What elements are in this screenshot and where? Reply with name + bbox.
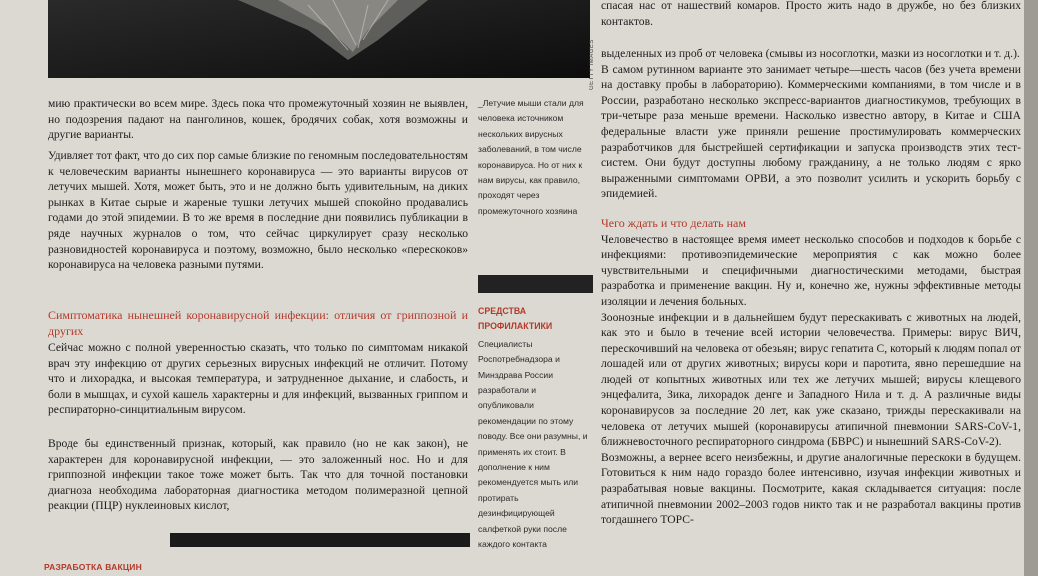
- paragraph: Возможны, а вернее всего неизбежны, и другие аналогичные перескоки в будущем. Готовиться к ним надо гораздо более интенсивно, изучая инфекции животных и разрабатывая новые вакцины. Посмотрите, какая складывается ситуация: после атипичной пневмонии 2002–2003 годов никто так и не разработал вакцины против тогдашнего ТОРС-: [601, 450, 1021, 527]
- sidebar-title: СРЕДСТВА ПРОФИЛАКТИКИ: [478, 306, 553, 332]
- pull-quote: [478, 96, 593, 219]
- pull-quote-text: _Летучие мыши стали для человека источником нескольких вирусных заболеваний, в том числе коронавируса. Но от них к нам вирусы, как правило, проходят через промежуточного хозяина: [478, 98, 584, 216]
- subsection-label: РАЗРАБОТКА ВАКЦИН: [44, 562, 142, 572]
- sidebar-divider: [478, 275, 593, 293]
- photo-credit: GETTY IMAGES: [589, 39, 595, 90]
- bat-wing-illustration: [48, 0, 590, 78]
- next-page-edge: [1024, 0, 1038, 576]
- sidebar-box: [478, 304, 593, 553]
- paragraph: выделенных из проб от человека (смывы из носоглотки, мазки из носоглотки и т. д.).: [601, 47, 1020, 60]
- paragraph: мию практически во всем мире. Здесь пока что промежуточный хозяин не выявлен, но подозрения падают на панголинов, кошек, бродячих собак, хотя возможны и другие варианты.: [48, 97, 468, 142]
- bottom-bar: [170, 533, 470, 547]
- sidebar-body: Специалисты Роспотребнадзора и Минздрава России разработали и опубликовали рекомендации по этому поводу. Все они разумны, и применять их стоит. В дополнение к ним рекомендуется мыть или протирать дезинфицирующей салфеткой руки после каждого контакта: [478, 338, 588, 550]
- paragraph: Удивляет тот факт, что до сих пор самые близкие по геномным последовательностям к человеческим варианты нынешнего коронавируса — это варианты вирусов от летучих мышей. Хотя, может быть, это и не должно быть удивительным, на диких рынках в Китае сырые и жареные тушки летучих мышей спокойно продавались годами до этой эпидемии. В то же время в последние дни появились публикации в ряде научных журналов о том, что сейчас циркулирует сразу несколько разновидностей коронавируса и поэтому, возможно, было несколько «перескоков» коронавируса на человека разными путями.: [48, 149, 468, 272]
- section-heading: Симптоматика нынешней коронавирусной инфекции: отличия от гриппозной и других: [48, 308, 468, 338]
- paragraph: Человечество в настоящее время имеет несколько способов и подходов к борьбе с инфекциями: противоэпидемические мероприятия с как можно более чувствительными и специфичными диагностическими методами, быстрая разработка и применение вакцин. Ну и, конечно же, нужны эффективные методы изоляции и лечения больных.: [601, 232, 1021, 308]
- section-heading: Чего ждать и что делать нам: [601, 215, 746, 230]
- paragraph: В самом рутинном варианте это занимает четыре—шесть часов (без учета времени на доставку пробы в лабораторию). Коммерческими компаниями, в том числе и в России, разработано несколько экспресс-вариантов диагностикумов, требующих в три-четыре раза меньше времени. Насколько известно автору, в Китае и США федеральные власти уже приняли решение простимулировать коммерческих разработчиков для быстрейшей сертификации и запуска производств этих тест-систем. Они будут доступны любому гражданину, а не только людям с ярко выраженными симптомами ОРВИ, а это позволит усилить и ускорить борьбу с эпидемией.: [601, 62, 1021, 201]
- paragraph: спасая нас от нашествий комаров. Просто жить надо в дружбе, но без близких контактов.: [601, 0, 1021, 28]
- paragraph: Вроде бы единственный признак, который, как правило (но не как закон), не характерен для коронавирусной инфекции, — это заложенный нос. Но и для гриппозной инфекции такое тоже может быть. Так что для точной постановки диагноза необходима лабораторная диагностика методом полимеразной цепной реакции (ПЦР) нуклеиновых кислот,: [48, 437, 468, 513]
- bat-photo: [48, 0, 590, 78]
- column-right-top: [601, 0, 1021, 29]
- column-right: [601, 46, 1021, 528]
- paragraph: Зоонозные инфекции и в дальнейшем будут перескакивать с животных на людей, как это и было в течение всей истории человечества. Примеры: вирус ВИЧ, перескочивший на человека от обезьян; вирус гепатита С, который к людям попал от лошадей или от других животных; вирусы кори и паротита, явно перешедшие на людей от копытных животных или тех же летучих мышей; вирусы клещевого энцефалита, Зика, лихорадок денге и Западного Нила и т. д. А различные виды коронавирусов за последние 20 лет, как уже сказано, трижды перескакивали на человека от летучих мышей (коронавирусы атипичной пневмонии SARS-CoV-1, ближневосточного респираторного синдрома (БВРС) и нынешний SARS-CoV-2).: [601, 310, 1021, 449]
- paragraph: Сейчас можно с полной уверенностью сказать, что только по симптомам никакой врач эту инфекцию от других серьезных вирусных инфекций не отличит. Потому что и лихорадка, и высокая температура, и затрудненное дыхание, и слабость, и боли в мышцах, и сухой кашель характерны и для инфекций, вызванных гриппом и респираторно-синцитиальным вирусом.: [48, 341, 468, 417]
